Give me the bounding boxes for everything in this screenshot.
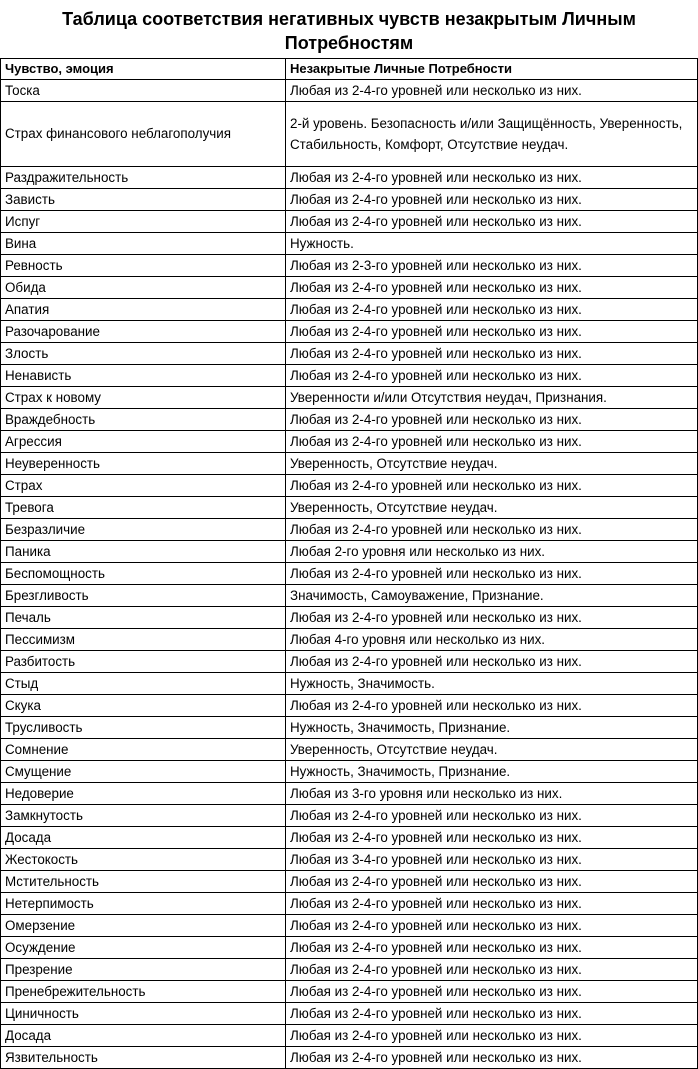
needs-cell: Любая 4-го уровня или несколько из них. xyxy=(286,629,698,651)
title-line-2: Потребностям xyxy=(284,33,414,53)
table-row xyxy=(1,629,698,651)
table-row xyxy=(1,431,698,453)
needs-cell: Любая из 3-4-го уровней или несколько из них. xyxy=(286,849,698,871)
needs-cell: Уверенность, Отсутствие неудач. xyxy=(286,739,698,761)
table-row xyxy=(1,299,698,321)
needs-cell: Нужность, Значимость, Признание. xyxy=(286,761,698,783)
table-row xyxy=(1,497,698,519)
needs-cell: Уверенность, Отсутствие неудач. xyxy=(286,497,698,519)
needs-cell: Любая из 2-4-го уровней или несколько из них. xyxy=(286,827,698,849)
table-row xyxy=(1,849,698,871)
emotion-cell: Пренебрежительность xyxy=(1,981,286,1003)
table-row xyxy=(1,343,698,365)
needs-cell: Любая из 2-4-го уровней или несколько из них. xyxy=(286,1047,698,1069)
needs-cell: Любая из 2-4-го уровней или несколько из них. xyxy=(286,893,698,915)
needs-cell: Любая из 2-4-го уровней или несколько из них. xyxy=(286,805,698,827)
emotion-cell: Безразличие xyxy=(1,519,286,541)
emotion-cell: Жестокость xyxy=(1,849,286,871)
column-header-needs: Незакрытые Личные Потребности xyxy=(286,59,698,80)
table-row xyxy=(1,541,698,563)
table-row xyxy=(1,365,698,387)
needs-cell: Нужность, Значимость, Признание. xyxy=(286,717,698,739)
needs-cell: Любая из 2-4-го уровней или несколько из них. xyxy=(286,651,698,673)
emotion-cell: Раздражительность xyxy=(1,167,286,189)
emotion-cell: Враждебность xyxy=(1,409,286,431)
emotion-cell: Печаль xyxy=(1,607,286,629)
column-header-emotion: Чувство, эмоция xyxy=(1,59,286,80)
emotion-cell: Разбитость xyxy=(1,651,286,673)
emotion-cell: Обида xyxy=(1,277,286,299)
needs-cell: Нужность. xyxy=(286,233,698,255)
needs-cell: Любая из 2-4-го уровней или несколько из них. xyxy=(286,277,698,299)
needs-cell: Любая из 2-4-го уровней или несколько из них. xyxy=(286,189,698,211)
needs-cell: Любая из 2-4-го уровней или несколько из них. xyxy=(286,563,698,585)
emotion-cell: Вина xyxy=(1,233,286,255)
table-row xyxy=(1,739,698,761)
table-header-row xyxy=(1,59,698,80)
table-row xyxy=(1,937,698,959)
emotion-cell: Зависть xyxy=(1,189,286,211)
table-row xyxy=(1,102,698,167)
emotion-cell: Циничность xyxy=(1,1003,286,1025)
needs-cell: Любая из 2-4-го уровней или несколько из них. xyxy=(286,915,698,937)
needs-cell: 2-й уровень. Безопасность и/или Защищённость, Уверенность, Стабильность, Комфорт, Отсутствие неудач. xyxy=(286,102,698,167)
table-row xyxy=(1,673,698,695)
table-row xyxy=(1,211,698,233)
needs-cell: Любая из 2-4-го уровней или несколько из них. xyxy=(286,321,698,343)
table-row xyxy=(1,981,698,1003)
table-row xyxy=(1,783,698,805)
emotion-cell: Осуждение xyxy=(1,937,286,959)
table-body xyxy=(1,80,698,1069)
table-row xyxy=(1,321,698,343)
table-row xyxy=(1,475,698,497)
emotion-cell: Тоска xyxy=(1,80,286,102)
needs-cell: Любая из 2-4-го уровней или несколько из них. xyxy=(286,80,698,102)
needs-cell: Любая из 2-4-го уровней или несколько из них. xyxy=(286,211,698,233)
needs-cell: Любая из 2-4-го уровней или несколько из них. xyxy=(286,409,698,431)
table-row xyxy=(1,1025,698,1047)
emotion-cell: Сомнение xyxy=(1,739,286,761)
emotion-cell: Досада xyxy=(1,1025,286,1047)
table-row xyxy=(1,409,698,431)
emotion-cell: Злость xyxy=(1,343,286,365)
title-line-1: Таблица соответствия негативных чувств незакрытым Личным xyxy=(62,9,636,29)
table-row xyxy=(1,167,698,189)
table-row xyxy=(1,717,698,739)
needs-cell: Любая из 2-4-го уровней или несколько из них. xyxy=(286,937,698,959)
needs-cell: Любая из 2-4-го уровней или несколько из них. xyxy=(286,167,698,189)
emotion-cell: Ревность xyxy=(1,255,286,277)
emotion-cell: Трусливость xyxy=(1,717,286,739)
needs-cell: Любая из 2-3-го уровней или несколько из них. xyxy=(286,255,698,277)
emotion-cell: Агрессия xyxy=(1,431,286,453)
emotion-cell: Апатия xyxy=(1,299,286,321)
needs-cell: Любая из 2-4-го уровней или несколько из них. xyxy=(286,871,698,893)
emotion-cell: Беспомощность xyxy=(1,563,286,585)
needs-cell: Любая из 2-4-го уровней или несколько из них. xyxy=(286,695,698,717)
emotion-cell: Ненависть xyxy=(1,365,286,387)
table-row xyxy=(1,585,698,607)
emotion-cell: Пессимизм xyxy=(1,629,286,651)
emotion-cell: Разочарование xyxy=(1,321,286,343)
table-row xyxy=(1,607,698,629)
needs-cell: Любая из 2-4-го уровней или несколько из них. xyxy=(286,1003,698,1025)
needs-cell: Любая из 2-4-го уровней или несколько из них. xyxy=(286,959,698,981)
needs-cell: Любая из 2-4-го уровней или несколько из них. xyxy=(286,519,698,541)
table-row xyxy=(1,1003,698,1025)
table-row xyxy=(1,387,698,409)
table-row xyxy=(1,277,698,299)
needs-cell: Значимость, Самоуважение, Признание. xyxy=(286,585,698,607)
emotion-cell: Паника xyxy=(1,541,286,563)
table-row xyxy=(1,827,698,849)
table-row xyxy=(1,563,698,585)
table-row xyxy=(1,915,698,937)
table-row xyxy=(1,893,698,915)
needs-cell: Уверенности и/или Отсутствия неудач, Признания. xyxy=(286,387,698,409)
needs-cell: Любая из 2-4-го уровней или несколько из них. xyxy=(286,607,698,629)
emotion-cell: Недоверие xyxy=(1,783,286,805)
emotion-cell: Язвительность xyxy=(1,1047,286,1069)
needs-cell: Уверенность, Отсутствие неудач. xyxy=(286,453,698,475)
needs-cell: Нужность, Значимость. xyxy=(286,673,698,695)
table-row xyxy=(1,1047,698,1069)
needs-cell: Любая из 2-4-го уровней или несколько из них. xyxy=(286,475,698,497)
table-row xyxy=(1,959,698,981)
emotion-cell: Тревога xyxy=(1,497,286,519)
needs-table xyxy=(0,58,698,1069)
needs-cell: Любая из 2-4-го уровней или несколько из них. xyxy=(286,299,698,321)
needs-cell: Любая из 2-4-го уровней или несколько из них. xyxy=(286,365,698,387)
emotion-cell: Досада xyxy=(1,827,286,849)
emotion-cell: Мстительность xyxy=(1,871,286,893)
emotion-cell: Омерзение xyxy=(1,915,286,937)
table-row xyxy=(1,805,698,827)
page-title xyxy=(0,0,698,58)
needs-cell: Любая из 2-4-го уровней или несколько из них. xyxy=(286,343,698,365)
emotion-cell: Стыд xyxy=(1,673,286,695)
table-row xyxy=(1,453,698,475)
table-row xyxy=(1,761,698,783)
emotion-cell: Смущение xyxy=(1,761,286,783)
emotion-cell: Нетерпимость xyxy=(1,893,286,915)
emotion-cell: Испуг xyxy=(1,211,286,233)
emotion-cell: Страх xyxy=(1,475,286,497)
table-row xyxy=(1,233,698,255)
table-row xyxy=(1,189,698,211)
needs-cell: Любая 2-го уровня или несколько из них. xyxy=(286,541,698,563)
emotion-cell: Замкнутость xyxy=(1,805,286,827)
emotion-cell: Страх финансового неблагополучия xyxy=(1,102,286,167)
table-row xyxy=(1,519,698,541)
emotion-cell: Скука xyxy=(1,695,286,717)
needs-cell: Любая из 2-4-го уровней или несколько из них. xyxy=(286,1025,698,1047)
table-row xyxy=(1,871,698,893)
emotion-cell: Презрение xyxy=(1,959,286,981)
needs-cell: Любая из 2-4-го уровней или несколько из них. xyxy=(286,431,698,453)
table-row xyxy=(1,80,698,102)
table-row xyxy=(1,651,698,673)
emotion-cell: Страх к новому xyxy=(1,387,286,409)
emotion-cell: Неуверенность xyxy=(1,453,286,475)
needs-cell: Любая из 2-4-го уровней или несколько из них. xyxy=(286,981,698,1003)
needs-cell: Любая из 3-го уровня или несколько из них. xyxy=(286,783,698,805)
emotion-cell: Брезгливость xyxy=(1,585,286,607)
table-row xyxy=(1,695,698,717)
table-row xyxy=(1,255,698,277)
